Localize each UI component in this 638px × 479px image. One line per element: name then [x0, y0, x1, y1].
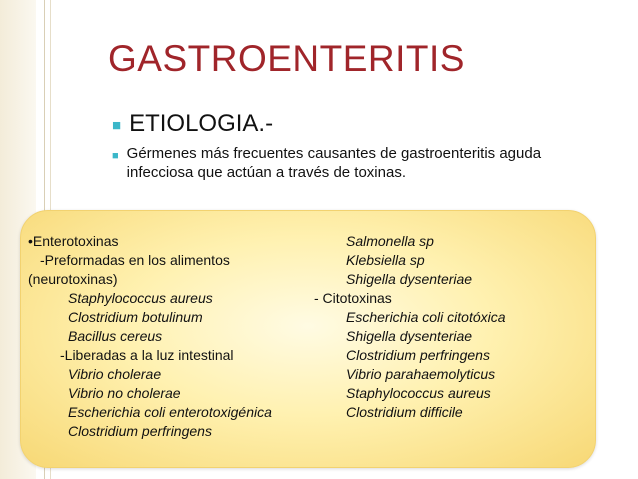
- bullet-text: ETIOLOGIA.-: [129, 110, 274, 137]
- box-text-left: Clostridium botulinum: [68, 309, 203, 325]
- box-text-left: Bacillus cereus: [68, 328, 163, 344]
- box-text-right: Salmonella sp: [346, 233, 434, 249]
- box-text-left: Vibrio no cholerae: [68, 385, 181, 401]
- box-text-right: Escherichia coli citotóxica: [346, 309, 506, 325]
- bullet-item: [112, 110, 273, 138]
- box-text-left: Vibrio cholerae: [68, 366, 162, 382]
- box-text-right: Staphylococcus aureus: [346, 385, 491, 401]
- box-text-right: - Citotoxinas: [314, 290, 392, 306]
- square-bullet-icon: ■: [112, 150, 119, 162]
- box-text-left: (neurotoxinas): [28, 271, 118, 287]
- box-text-left: -Preformadas en los alimentos: [40, 252, 230, 268]
- box-text-left: Escherichia coli enterotoxigénica: [68, 404, 272, 420]
- bullet-text: Gérmenes más frecuentes causantes de gastroenteritis aguda infecciosa que actúan a través de toxinas.: [126, 145, 542, 181]
- bullet-item: [112, 144, 592, 182]
- box-text-right: Clostridium difficile: [346, 404, 463, 420]
- box-text-right: Shigella dysenteriae: [346, 271, 473, 287]
- box-text-left: Clostridium perfringens: [68, 423, 212, 439]
- box-text-right: Vibrio parahaemolyticus: [346, 366, 496, 382]
- box-text-left: Staphylococcus aureus: [68, 290, 213, 306]
- square-bullet-icon: ■: [112, 117, 122, 134]
- box-text-right: Shigella dysenteriae: [346, 328, 473, 344]
- box-text-right: Clostridium perfringens: [346, 347, 490, 363]
- box-text-left: -Liberadas a la luz intestinal: [60, 347, 234, 363]
- slide-title: GASTROENTERITIS: [108, 38, 465, 79]
- box-text-right: Klebsiella sp: [346, 252, 425, 268]
- box-text-left: •Enterotoxinas: [28, 233, 119, 249]
